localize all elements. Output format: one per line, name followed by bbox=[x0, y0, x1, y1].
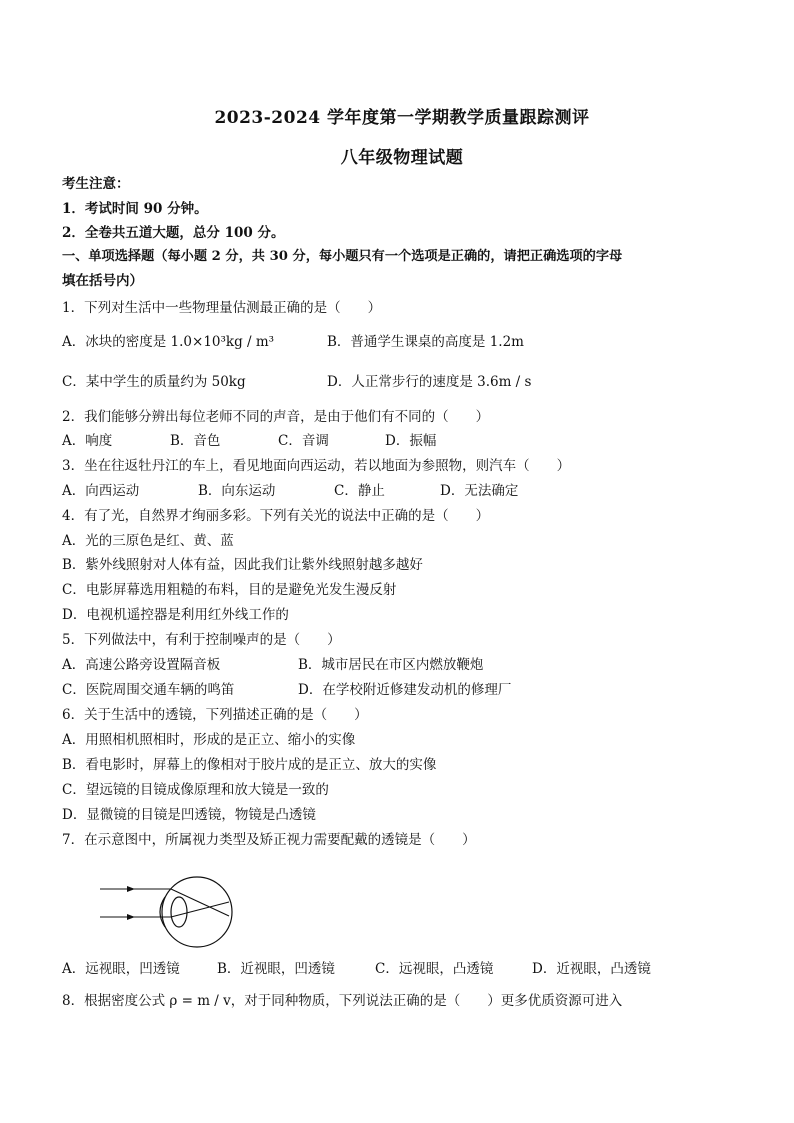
option-c: C．望远镜的目镜成像原理和放大镜是一致的 bbox=[62, 782, 329, 798]
option-a: A．光的三原色是红、黄、蓝 bbox=[62, 533, 234, 549]
option-d: D．人正常步行的速度是 3.6m / s bbox=[327, 374, 532, 390]
question-stem: 6．关于生活中的透镜，下列描述正确的是（ ） bbox=[62, 707, 368, 723]
option-a: A．向西运动 bbox=[62, 483, 140, 499]
question-stem: 1．下列对生活中一些物理量估测最正确的是（ ） bbox=[62, 300, 382, 316]
question-stem: 5．下列做法中，有利于控制噪声的是（ ） bbox=[62, 632, 341, 648]
option-a: A．响度 bbox=[62, 433, 113, 449]
option-d: D．近视眼，凸透镜 bbox=[532, 961, 651, 977]
option-c: C．远视眼，凸透镜 bbox=[375, 961, 494, 977]
option-c: C．医院周围交通车辆的鸣笛 bbox=[62, 682, 235, 698]
option-c: C．电影屏幕选用粗糙的布料，目的是避免光发生漫反射 bbox=[62, 582, 397, 598]
option-c: C．某中学生的质量约为 50kg bbox=[62, 374, 246, 390]
option-b: B．看电影时，屏幕上的像相对于胶片成的是正立、放大的实像 bbox=[62, 757, 437, 773]
eye-diagram bbox=[97, 872, 237, 952]
option-d: D．振幅 bbox=[385, 433, 437, 449]
notice-heading: 考生注意： bbox=[62, 176, 130, 192]
option-b: B．普通学生课桌的高度是 1.2m bbox=[327, 334, 524, 350]
option-a: A．用照相机照相时，形成的是正立、缩小的实像 bbox=[62, 732, 356, 748]
exam-subtitle: 八年级物理试题 bbox=[340, 148, 464, 168]
question-stem: 2．我们能够分辨出每位老师不同的声音，是由于他们有不同的（ ） bbox=[62, 409, 490, 425]
option-d: D．电视机遥控器是利用红外线工作的 bbox=[62, 607, 289, 623]
option-b: B．音色 bbox=[170, 433, 221, 449]
option-a: A．高速公路旁设置隔音板 bbox=[62, 657, 221, 673]
option-b: B．向东运动 bbox=[198, 483, 276, 499]
option-d: D．显微镜的目镜是凹透镜，物镜是凸透镜 bbox=[62, 807, 316, 823]
exam-title: 2023-2024 学年度第一学期教学质量跟踪测评 bbox=[214, 108, 590, 128]
section-heading-cont: 填在括号内） bbox=[62, 273, 143, 289]
option-b: B．紫外线照射对人体有益，因此我们让紫外线照射越多越好 bbox=[62, 557, 423, 573]
option-a: A．远视眼，凹透镜 bbox=[62, 961, 180, 977]
option-c: C．音调 bbox=[278, 433, 329, 449]
question-stem: 7．在示意图中，所属视力类型及矫正视力需要配戴的透镜是（ ） bbox=[62, 832, 476, 848]
question-stem: 4．有了光，自然界才绚丽多彩。下列有关光的说法中正确的是（ ） bbox=[62, 508, 490, 524]
notice-item: 2．全卷共五道大题，总分 100 分。 bbox=[62, 225, 285, 241]
question-stem: 3．坐在往返牡丹江的车上，看见地面向西运动，若以地面为参照物，则汽车（ ） bbox=[62, 458, 571, 474]
option-d: D．无法确定 bbox=[440, 483, 519, 499]
option-b: B．城市居民在市区内燃放鞭炮 bbox=[298, 657, 484, 673]
question-stem: 8．根据密度公式 ρ = m / v，对于同种物质，下列说法正确的是（ ）更多优质资源可进入 bbox=[62, 993, 623, 1009]
option-c: C．静止 bbox=[334, 483, 385, 499]
notice-item: 1．考试时间 90 分钟。 bbox=[62, 201, 208, 217]
option-a: A．冰块的密度是 1.0×10³kg / m³ bbox=[62, 334, 275, 350]
section-heading: 一、单项选择题（每小题 2 分，共 30 分，每小题只有一个选项是正确的，请把正确选项的字母 bbox=[62, 249, 623, 264]
option-b: B．近视眼，凹透镜 bbox=[217, 961, 335, 977]
option-d: D．在学校附近修建发动机的修理厂 bbox=[298, 682, 512, 698]
